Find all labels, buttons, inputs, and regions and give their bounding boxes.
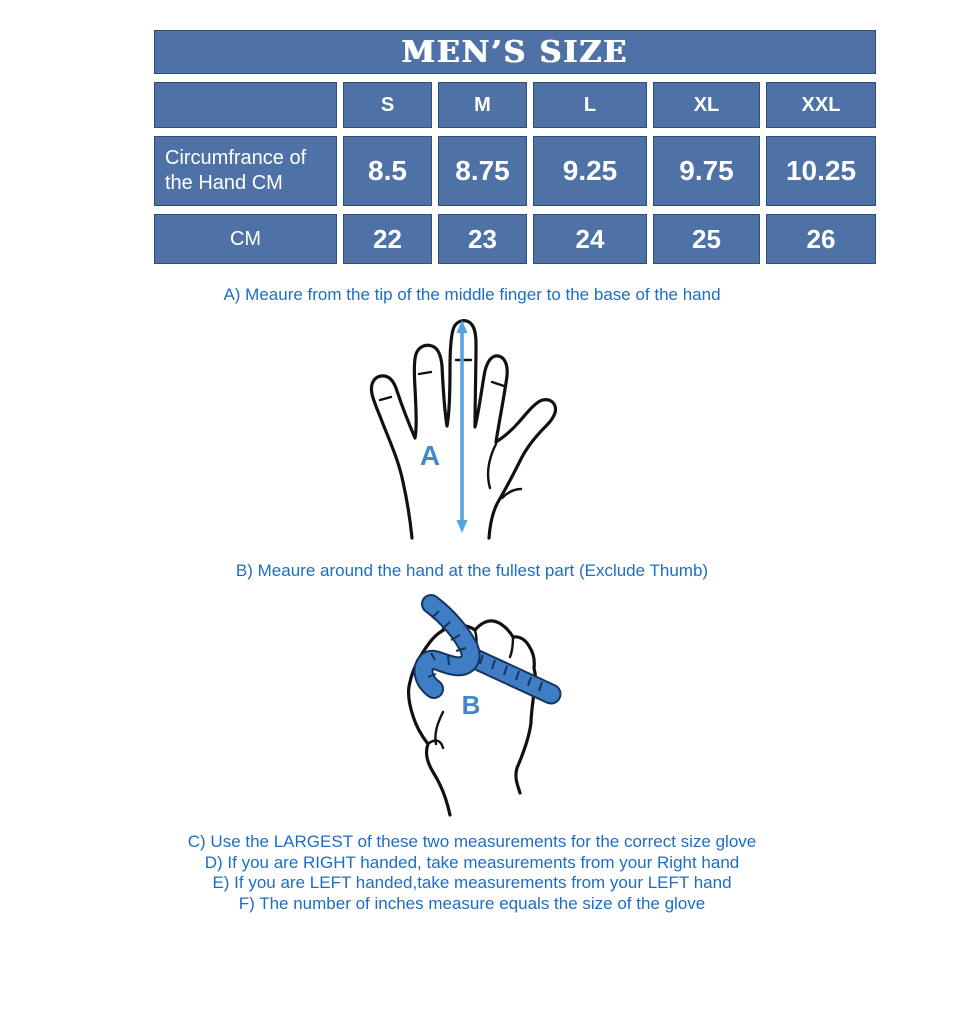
circumference-value-xxl: 10.25 — [766, 136, 876, 206]
circumference-value-l: 9.25 — [533, 136, 647, 206]
figure-label-a: A — [419, 440, 441, 471]
size-header-xxl: XXL — [766, 82, 876, 128]
row-label-cm: CM — [154, 214, 337, 264]
instruction-line-b: B) Meaure around the hand at the fullest part (Exclude Thumb) — [235, 561, 709, 580]
fist-circumference-figure — [383, 592, 598, 832]
cm-value-s: 22 — [343, 214, 432, 264]
cm-value-l: 24 — [533, 214, 647, 264]
mens-size-table — [154, 30, 876, 264]
size-header-m: M — [438, 82, 527, 128]
size-header-s: S — [343, 82, 432, 128]
instruction-line-c: C) Use the LARGEST of these two measurements for the correct size glove — [187, 832, 757, 851]
circumference-value-xl: 9.75 — [653, 136, 760, 206]
cm-value-xxl: 26 — [766, 214, 876, 264]
instruction-line-d: D) If you are RIGHT handed, take measurements from your Right hand — [204, 852, 740, 872]
row-label-circumference: Circumfrance of the Hand CM — [154, 136, 337, 206]
circumference-value-s: 8.5 — [343, 136, 432, 206]
instruction-block — [0, 832, 944, 914]
circumference-value-m: 8.75 — [438, 136, 527, 206]
table-corner-cell — [154, 82, 337, 128]
size-header-l: L — [533, 82, 647, 128]
size-header-xl: XL — [653, 82, 760, 128]
instruction-line-f: F) The number of inches measure equals the size of the glove — [238, 893, 706, 913]
instruction-line-e: E) If you are LEFT handed,take measurements from your LEFT hand — [212, 873, 732, 893]
figure-label-b: B — [461, 690, 481, 720]
cm-value-xl: 25 — [653, 214, 760, 264]
cm-value-m: 23 — [438, 214, 527, 264]
instruction-line-a: A) Meaure from the tip of the middle finger to the base of the hand — [223, 285, 721, 304]
fist-illustration — [383, 592, 598, 827]
table-title: MEN’S SIZE — [154, 30, 876, 74]
hand-length-figure — [334, 312, 574, 547]
open-hand-illustration — [334, 312, 574, 542]
